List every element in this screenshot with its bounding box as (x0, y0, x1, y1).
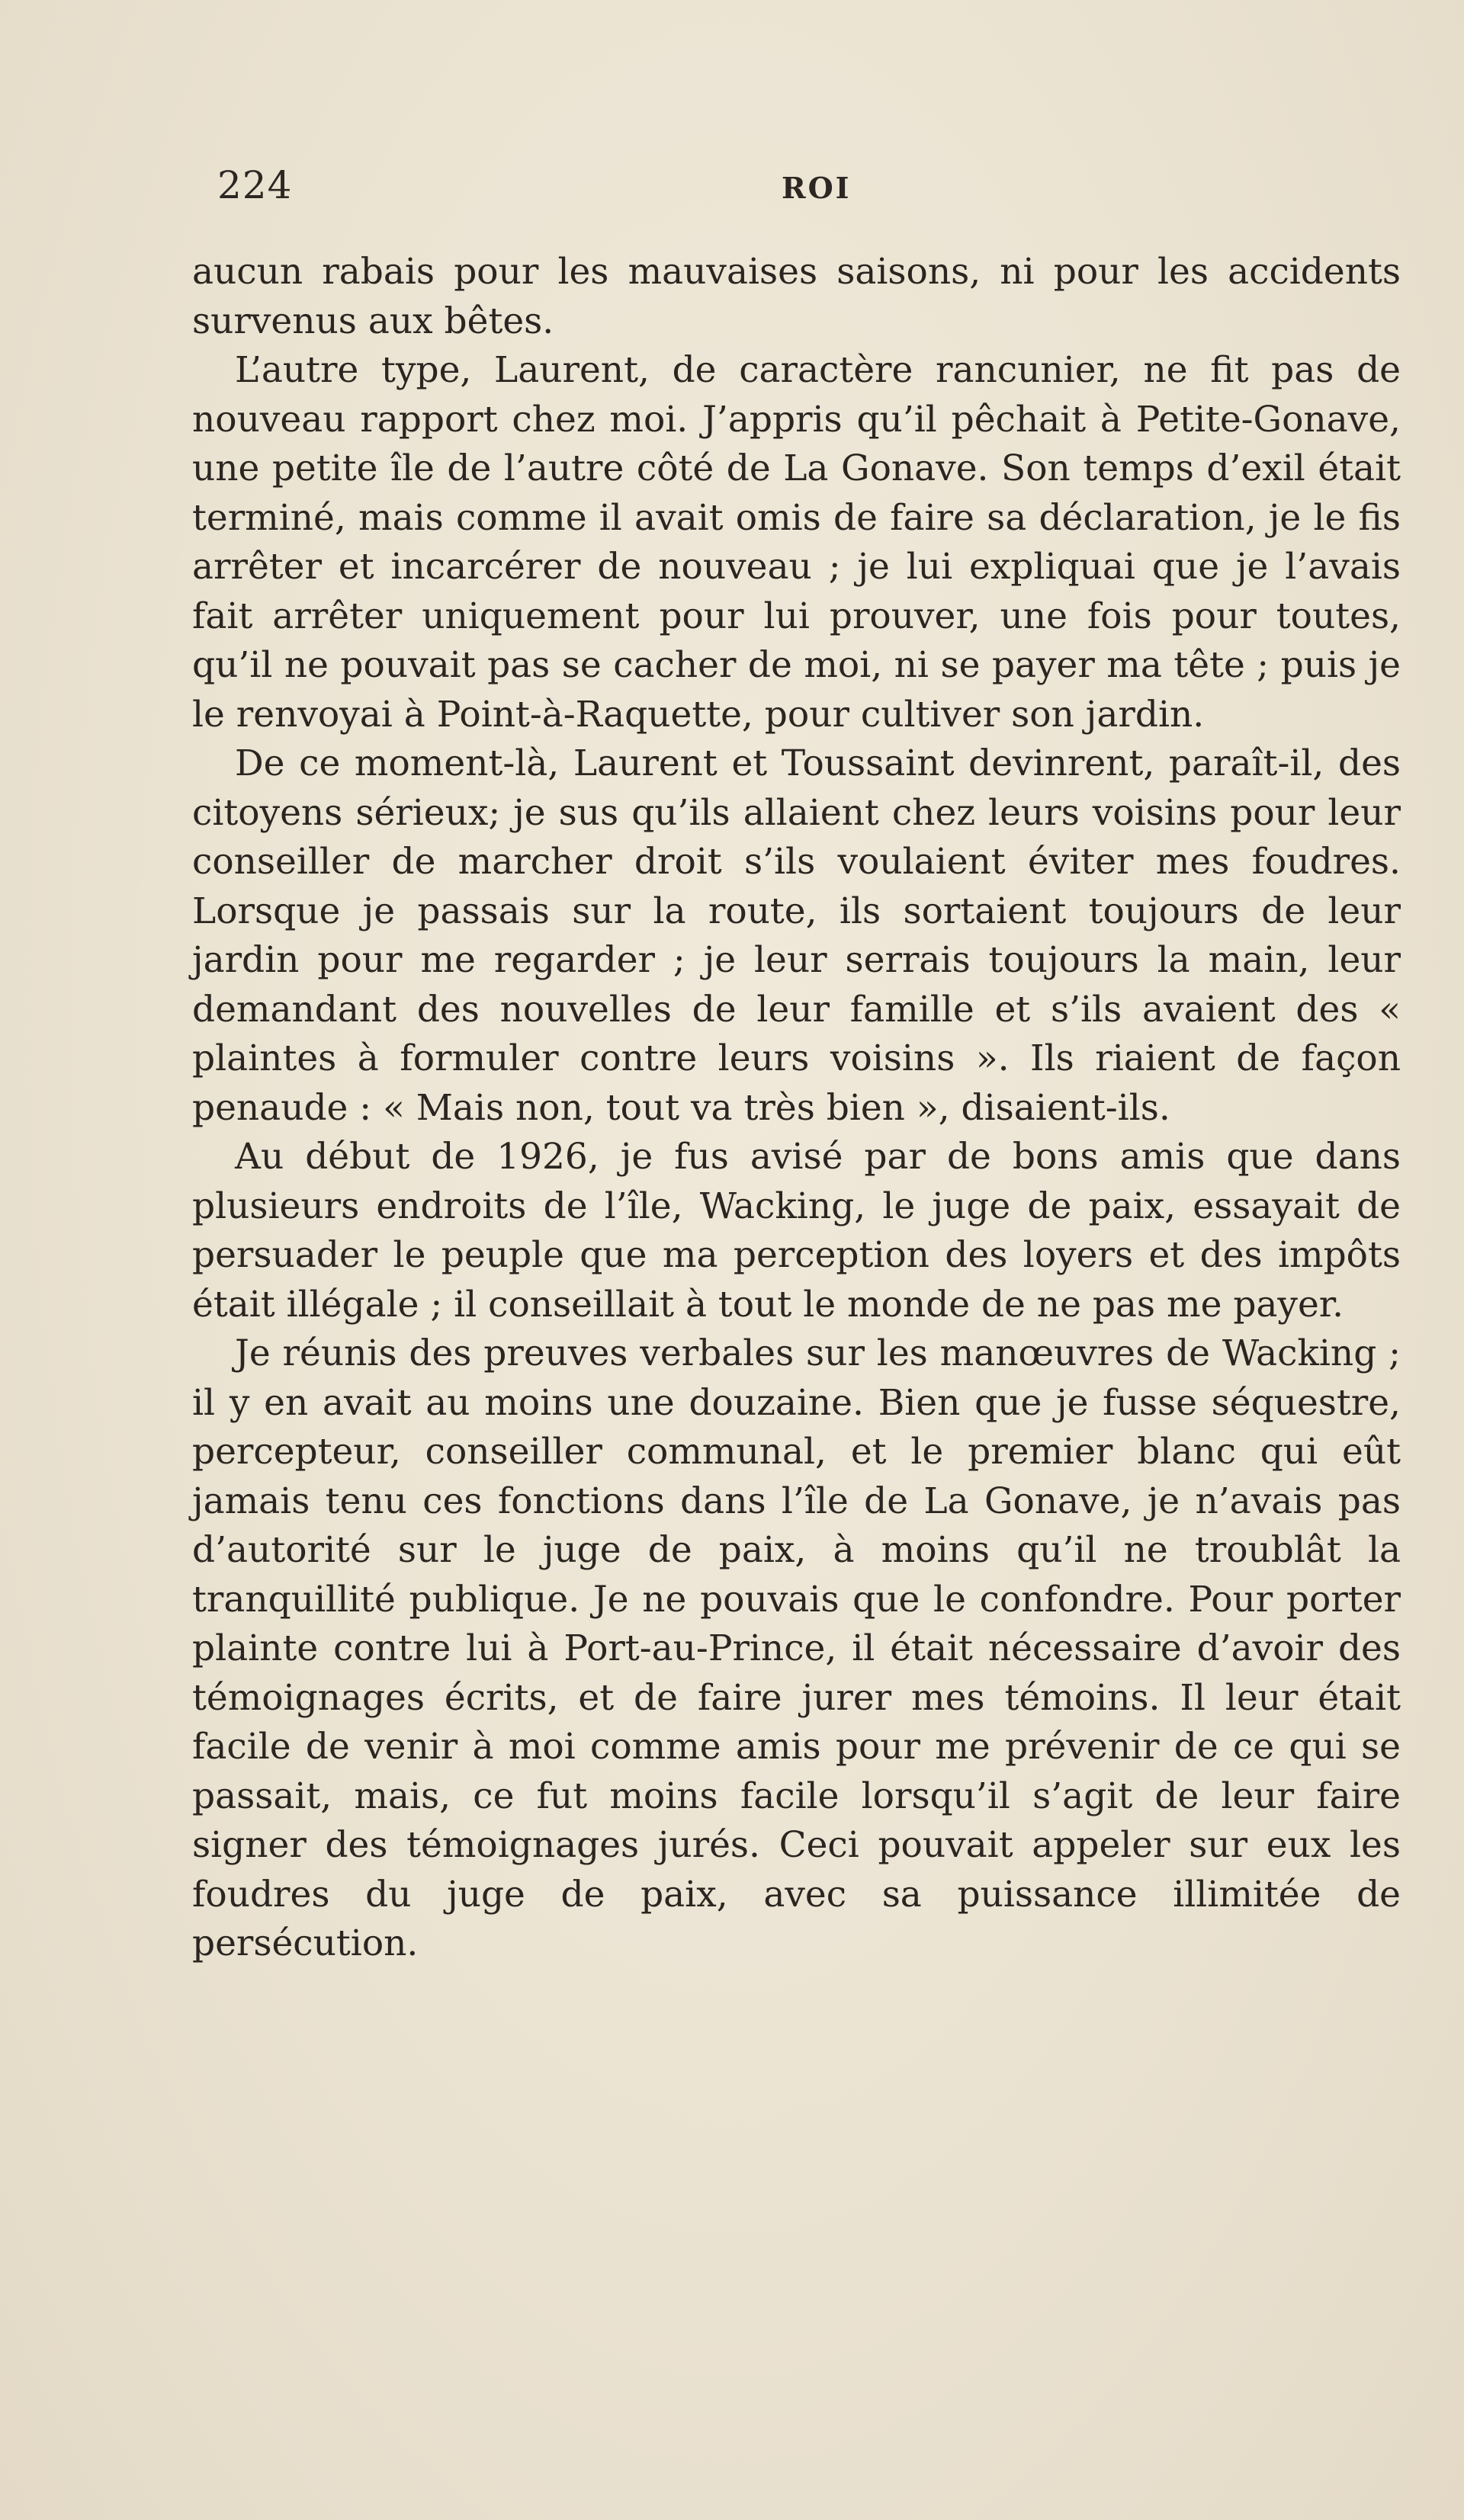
paragraph-1926: Au début de 1926, je fus avisé par de bons amis que dans plusieurs endroits de l’île, Wacking, le juge de paix, essayait de persuader le peuple que ma perception des loyers et des impôts était illégale ; il conseillait à tout le monde de ne pas me payer. (192, 1136, 1401, 1326)
page-header (217, 159, 1399, 212)
paragraph-citoyens: De ce moment-là, Laurent et Toussaint devinrent, paraît-il, des citoyens sérieux; je sus qu’ils allaient chez leurs voisins pour leur conseiller de marcher droit s’ils voulaient éviter mes foudres. Lorsque je passais sur la route, ils sortaient toujours de leur jardin pour me regarder ; je leur serrais toujours la main, leur demandant des nouvelles de leur famille et s’ils avaient des « plaintes à formuler contre leurs voisins ». Ils riaient de façon penaude : « Mais non, tout va très bien », disaient-ils. (192, 742, 1401, 1129)
paragraph-laurent: L’autre type, Laurent, de caractère rancunier, ne fit pas de nouveau rapport chez moi. J’appris qu’il pêchait à Petite-Gonave, une petite île de l’autre côté de La Gonave. Son temps d’exil était terminé, mais comme il avait omis de faire sa déclaration, je le fis arrêter et incarcérer de nouveau ; je lui expliquai que je l’avais fait arrêter uniquement pour lui prouver, une fois pour toutes, qu’il ne pouvait pas se cacher de moi, ni se payer ma tête ; puis je le renvoyai à Point-à-Raquette, pour cultiver son jardin. (192, 349, 1401, 736)
paragraph-wacking: Je réunis des preuves verbales sur les manœuvres de Wacking ; il y en avait au moins une douzaine. Bien que je fusse séquestre, percepteur, conseiller communal, et le premier blanc qui eût jamais tenu ces fonctions dans l’île de La Gonave, je n’avais pas d’autorité sur le juge de paix, à moins qu’il ne troublât la tranquillité publique. Je ne pouvais que le confondre. Pour porter plainte contre lui à Port-au-Prince, il était nécessaire d’avoir des témoignages écrits, et de faire jurer mes témoins. Il leur était facile de venir à moi comme amis pour me prévenir de ce qui se passait, mais, ce fut moins facile lorsqu’il s’agit de leur faire signer des témoignages jurés. Ceci pouvait appeler sur eux les foudres du juge de paix, avec sa puissance illimitée de persécution. (192, 1332, 1401, 1964)
running-head: ROI (782, 171, 852, 205)
body-text (192, 248, 1401, 1969)
paragraph-continuation: aucun rabais pour les mauvaises saisons, ni pour les accidents survenus aux bêtes. (192, 251, 1401, 342)
page-number: 224 (217, 163, 293, 207)
